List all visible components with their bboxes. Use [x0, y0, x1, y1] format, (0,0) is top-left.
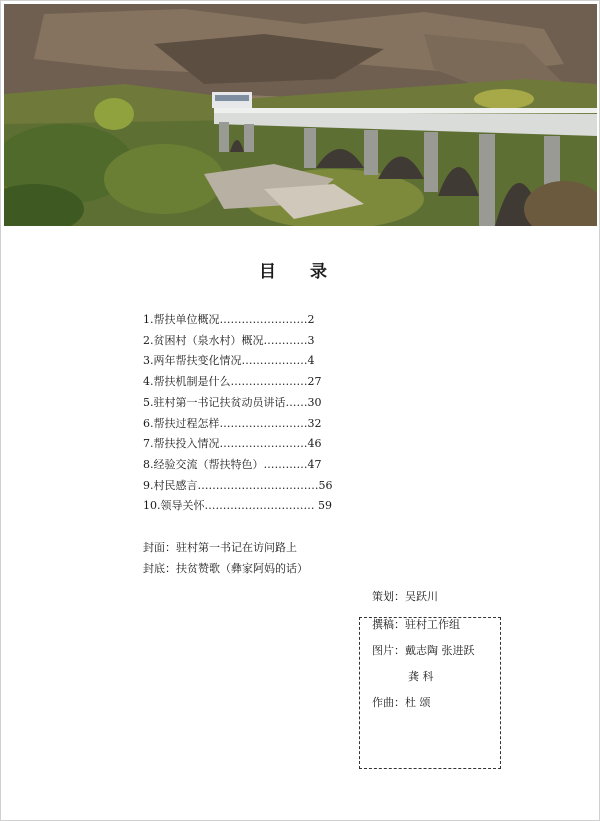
toc-item[interactable]: 10.领导关怀………………………… 59	[143, 499, 332, 513]
toc-title: 目 录	[259, 262, 341, 282]
toc-item[interactable]: 5.驻村第一书记扶贫动员讲话……30	[143, 395, 322, 409]
back-cover-note: 封底：扶贫赞歌（彝家阿妈的话）	[143, 562, 308, 575]
toc-item[interactable]: 8.经验交流（帮扶特色）…………47	[143, 457, 322, 471]
mountain-bridge-photo	[4, 4, 597, 226]
table-of-contents	[143, 310, 343, 517]
toc-item[interactable]: 9.村民感言……………………………56	[143, 478, 333, 492]
credit-photos-extra: 龚 科	[408, 670, 434, 683]
cover-photo	[4, 4, 597, 226]
toc-item[interactable]: 3.两年帮扶变化情况………………4	[143, 354, 315, 368]
toc-item[interactable]: 6.帮扶过程怎样……………………32	[143, 416, 322, 430]
cover-notes	[143, 537, 308, 579]
credit-writer: 撰稿：驻村工作组	[372, 618, 460, 631]
front-cover-note: 封面：驻村第一书记在访问路上	[143, 541, 297, 554]
credit-photos: 图片：戴志陶 张进跃	[372, 644, 475, 657]
toc-item[interactable]: 1.帮扶单位概况……………………2	[143, 313, 315, 326]
credit-planner: 策划：吴跃川	[372, 590, 438, 603]
toc-item[interactable]: 4.帮扶机制是什么…………………27	[143, 375, 322, 389]
toc-item[interactable]: 2.贫困村（泉水村）概况…………3	[143, 333, 315, 347]
credits-list	[372, 612, 475, 716]
toc-item[interactable]: 7.帮扶投入情况……………………46	[143, 437, 322, 451]
credit-composer: 作曲：杜 颂	[372, 696, 431, 709]
